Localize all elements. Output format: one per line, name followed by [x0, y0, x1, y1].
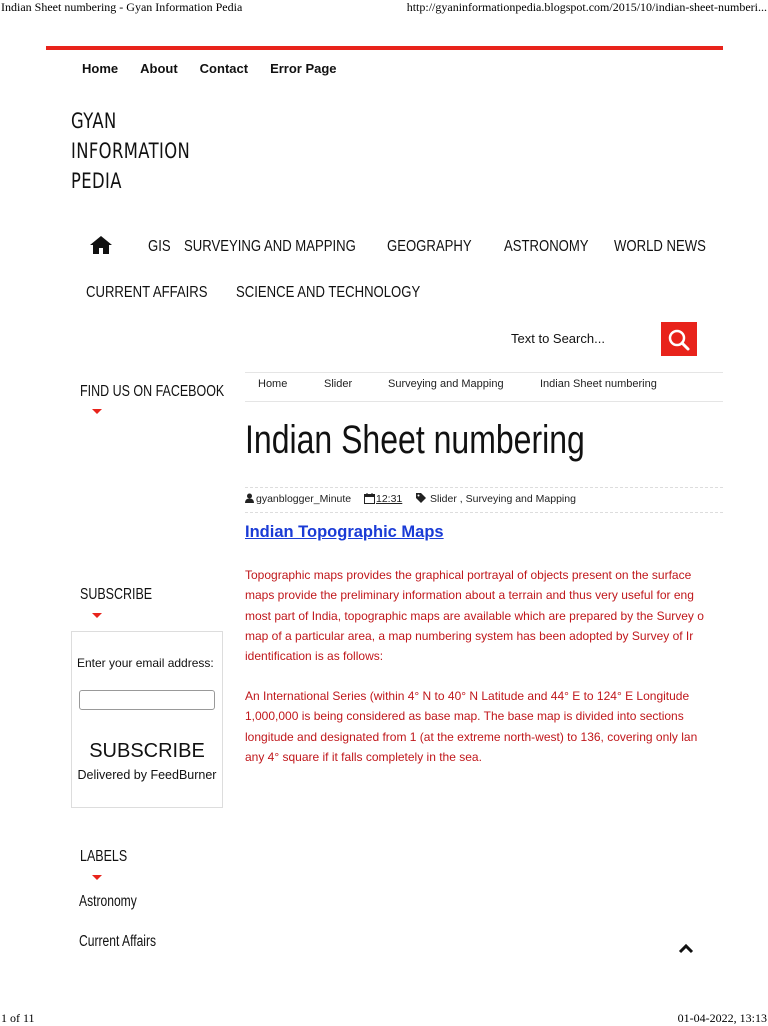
breadcrumb	[245, 372, 723, 402]
breadcrumb-current: Indian Sheet numbering	[540, 378, 657, 390]
facebook-widget-title: FIND US ON FACEBOOK	[80, 383, 225, 400]
label-link-astronomy[interactable]: Astronomy	[79, 893, 137, 910]
paragraph-line: Topographic maps provides the graphical portrayal of objects present on the surface	[245, 568, 692, 582]
nav-gis[interactable]: GIS	[147, 238, 171, 255]
paragraph-line: An International Series (within 4° N to 40° N Latitude and 44° E to 124° E Longitude	[245, 689, 690, 703]
nav-surveying-and-mapping[interactable]: SURVEYING AND MAPPING	[184, 238, 357, 255]
home-icon[interactable]	[89, 235, 115, 260]
subscribe-button[interactable]: SUBSCRIBE	[89, 740, 205, 762]
logo-line-3: PEDIA	[71, 169, 122, 193]
print-url: http://gyaninformationpedia.blogspot.com/2015/10/indian-sheet-numberi...	[406, 0, 767, 14]
post-time[interactable]: 12:31	[376, 493, 403, 505]
topnav-about[interactable]: About	[140, 61, 178, 76]
paragraph-line: longitude and designated from 1 (at the extreme north-west) to 136, covering only lan	[245, 729, 698, 744]
email-field[interactable]	[79, 690, 215, 710]
top-accent-bar	[46, 46, 723, 50]
print-page-number: 1 of 11	[1, 1011, 35, 1025]
post-author[interactable]: gyanblogger_Minute	[256, 493, 352, 505]
post-meta	[245, 487, 723, 513]
paragraph-line: most part of India, topographic maps are available which are prepared by the Survey o	[245, 608, 704, 623]
breadcrumb-slider[interactable]: Slider	[324, 378, 353, 390]
paragraph-intro	[245, 565, 723, 666]
logo-line-1: GYAN	[71, 109, 117, 133]
topnav-contact[interactable]: Contact	[199, 61, 249, 76]
subscribe-box	[71, 631, 223, 808]
user-icon	[245, 493, 254, 506]
labels-widget-title: LABELS	[80, 848, 128, 865]
back-to-top-button[interactable]	[678, 941, 694, 955]
paragraph-line: maps provide the preliminary information about a terrain and thus very useful for eng	[245, 588, 694, 603]
title-marker-icon	[92, 613, 102, 618]
section-heading-link[interactable]: Indian Topographic Maps	[245, 523, 444, 541]
subscribe-widget-title: SUBSCRIBE	[80, 586, 153, 603]
email-label: Enter your email address:	[77, 656, 214, 670]
paragraph-series	[245, 686, 723, 767]
post-labels[interactable]: Slider , Surveying and Mapping	[430, 493, 576, 505]
calendar-icon	[364, 493, 375, 507]
paragraph-line: 1,000,000 is being considered as base map. The base map is divided into sections	[245, 709, 684, 724]
main-navigation	[86, 233, 726, 307]
nav-geography[interactable]: GEOGRAPHY	[386, 238, 472, 255]
print-page-title: Indian Sheet numbering - Gyan Information Pedia	[1, 0, 243, 14]
chevron-up-icon	[678, 941, 694, 955]
feedburner-link[interactable]: Delivered by FeedBurner	[77, 768, 217, 782]
topnav-error-page[interactable]: Error Page	[270, 61, 337, 76]
paragraph-line: map of a particular area, a map numbering system has been adopted by Survey of Ir	[245, 628, 694, 643]
tags-icon	[416, 493, 428, 506]
print-datetime: 01-04-2022, 13:13	[677, 1011, 767, 1025]
search-button[interactable]	[661, 322, 697, 356]
breadcrumb-surveying-and-mapping[interactable]: Surveying and Mapping	[388, 378, 504, 390]
nav-world-news[interactable]: WORLD NEWS	[614, 238, 706, 255]
paragraph-line: any 4° square if it falls completely in the sea.	[245, 749, 482, 764]
post-title: Indian Sheet numbering	[245, 418, 585, 462]
nav-current-affairs[interactable]: CURRENT AFFAIRS	[86, 284, 208, 301]
top-navigation	[82, 61, 337, 76]
title-marker-icon	[92, 875, 102, 880]
title-marker-icon	[92, 409, 102, 414]
topnav-home[interactable]: Home	[82, 61, 119, 76]
nav-astronomy[interactable]: ASTRONOMY	[503, 238, 589, 255]
search-icon	[661, 322, 697, 356]
label-link-current-affairs[interactable]: Current Affairs	[79, 933, 157, 950]
paragraph-line: identification is as follows:	[245, 649, 384, 664]
breadcrumb-home[interactable]: Home	[258, 378, 288, 390]
logo-line-2: INFORMATION	[71, 139, 191, 163]
nav-science-and-technology[interactable]: SCIENCE AND TECHNOLOGY	[236, 284, 421, 301]
site-logo[interactable]	[71, 106, 190, 196]
search-input[interactable]: Text to Search...	[511, 331, 605, 346]
